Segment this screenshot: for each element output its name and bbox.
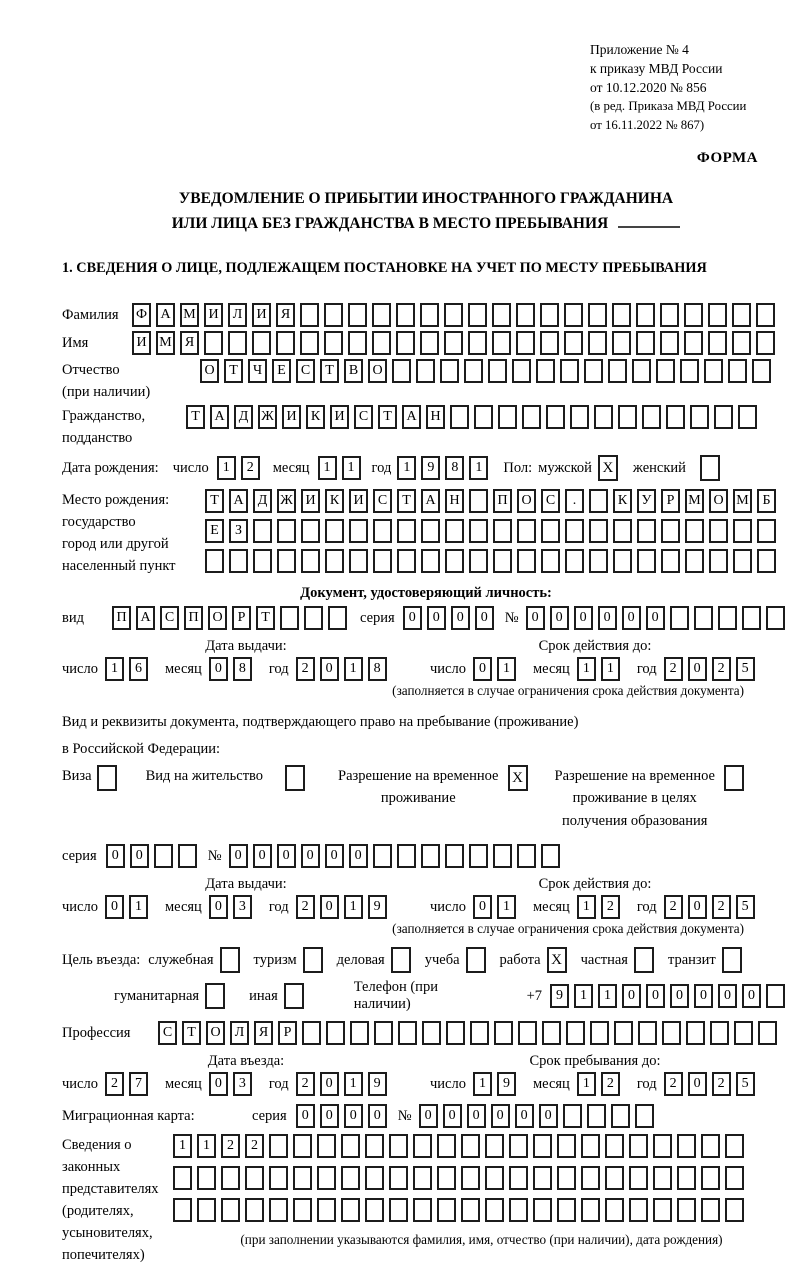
purpose-transit-checkbox[interactable] [722,947,747,973]
permit-series-field[interactable]: 0 0 [106,844,202,868]
doc-issue-year[interactable]: 2 0 1 8 [296,657,392,681]
stay-year-label: год [636,1076,657,1093]
stay-month-field[interactable]: 1 2 [577,1072,625,1096]
purpose-label: Цель въезда: [62,951,141,968]
permit-issue-year-label: год [268,899,289,916]
sex-female-checkbox[interactable] [700,455,725,481]
appendix-block [590,40,768,134]
permit-validity-header: Срок действия до: [538,876,652,893]
temp-residence-edu-label: Разрешение на временное проживание в целях получения образования [554,768,715,829]
residence-permit-label: Вид на жительство [145,768,264,784]
entry-date-header: Дата въезда: [207,1053,285,1070]
entry-day-field[interactable]: 2 7 [105,1072,153,1096]
birth-place-label: Место рождения: государство город или другой населенный пункт [62,492,176,575]
profession-label: Профессия [62,1025,131,1042]
purpose-study: учеба [425,947,491,973]
residence-doc-intro1: Вид и реквизиты документа, подтверждающего право на пребывание (проживание) [62,714,579,731]
amendment-line: от 16.11.2022 № 867) [590,117,705,132]
birth-year-field[interactable]: 1 9 8 1 [397,456,493,480]
stay-day-field[interactable]: 1 9 [473,1072,521,1096]
purpose-business-checkbox[interactable] [391,947,416,973]
stay-month-label: месяц [532,1076,570,1093]
permit-valid-day[interactable]: 0 1 [473,895,521,919]
purpose-official: служебная [148,947,244,973]
purpose-other-checkbox[interactable] [284,983,309,1009]
purpose-private-checkbox[interactable] [634,947,659,973]
permit-validity-note: (заполняется в случае ограничения срока действия документа) [392,921,744,937]
sex-male-checkbox[interactable]: X [598,455,623,481]
issue-year-label: год [268,661,289,678]
doc-issue-header: Дата выдачи: [205,638,287,655]
representatives-row3[interactable] [173,1198,790,1222]
permit-valid-month[interactable]: 1 2 [577,895,625,919]
birth-month-field[interactable]: 1 1 [318,456,366,480]
permit-issue-header: Дата выдачи: [205,876,287,893]
purpose-other: иная [249,983,309,1009]
visa-label: Виза [62,768,92,784]
purpose-tourism: туризм [254,947,328,973]
form-title [62,187,790,237]
issue-month-label: месяц [164,661,202,678]
patronymic-field[interactable]: О Т Ч Е С Т В О [200,359,776,383]
purpose-tourism-checkbox[interactable] [303,947,328,973]
representatives-note: (при заполнении указываются фамилия, имя, отчество (при наличии), дата рождения) [240,1232,723,1248]
phone-field[interactable]: 9 1 1 0 0 0 0 0 0 [550,984,790,1008]
citizenship-field[interactable]: Т А Д Ж И К И С Т А Н [186,405,762,429]
temp-residence-option [338,765,532,810]
form-label: ФОРМА [696,149,758,166]
entry-month-label: месяц [164,1076,202,1093]
temp-residence-edu-option [555,765,749,832]
migration-number-label: № [397,1108,412,1125]
given-name-field[interactable]: И М Я [132,331,780,355]
valid-day-label: число [430,661,466,678]
entry-year-label: год [268,1076,289,1093]
visa-checkbox[interactable] [97,765,122,791]
form-title-line1: УВЕДОМЛЕНИЕ О ПРИБЫТИИ ИНОСТРАННОГО ГРАЖДАНИНА [178,189,674,207]
identity-doc-heading: Документ, удостоверяющий личность: [300,585,552,602]
temp-residence-label: Разрешение на временное проживание [338,768,499,807]
visa-option [62,765,122,791]
entry-day-label: число [62,1076,98,1093]
permit-number-label: № [207,848,222,865]
representatives-row2[interactable] [173,1166,790,1190]
migration-series-label: серия [252,1108,287,1125]
purpose-business: деловая [337,947,416,973]
permit-series-label: серия [62,848,97,865]
doc-valid-day[interactable]: 0 1 [473,657,521,681]
permit-issue-month-label: месяц [164,899,202,916]
valid-year-label: год [636,661,657,678]
entry-year-field[interactable]: 2 0 1 9 [296,1072,392,1096]
permit-number-field[interactable]: 0 0 0 0 0 0 [229,844,565,868]
permit-valid-year[interactable]: 2 0 2 5 [664,895,760,919]
surname-label: Фамилия [62,307,119,324]
amendment-line: (в ред. Приказа МВД России [590,99,747,114]
birth-place-row1[interactable]: Т А Д Ж И К И С Т А Н П О С . К У Р М О М Б [205,489,781,513]
doc-valid-year[interactable]: 2 0 2 5 [664,657,760,681]
birth-day-label: число [172,460,209,477]
doc-series-field[interactable]: 0 0 0 0 [403,606,499,630]
stay-year-field[interactable]: 2 0 2 5 [664,1072,760,1096]
purpose-work-checkbox[interactable]: X [547,947,572,973]
birth-month-label: месяц [272,460,310,477]
form-title-line2: ИЛИ ЛИЦА БЕЗ ГРАЖДАНСТВА В МЕСТО ПРЕБЫВАНИЯ [171,214,609,232]
entry-month-field[interactable]: 0 3 [209,1072,257,1096]
doc-issue-day[interactable]: 1 6 [105,657,153,681]
appendix-line: Приложение № 4 [590,42,689,57]
doc-validity-header: Срок действия до: [538,638,652,655]
permit-valid-day-label: число [430,899,466,916]
phone-label: Телефон (при наличии) [353,979,438,1013]
doc-valid-month[interactable]: 1 1 [577,657,625,681]
issue-day-label: число [62,661,98,678]
purpose-private: частная [581,947,659,973]
given-name-label: Имя [62,335,89,352]
stay-until-header: Срок пребывания до: [529,1053,661,1070]
permit-valid-year-label: год [636,899,657,916]
patronymic-label: Отчество (при наличии) [62,362,151,401]
birth-day-field[interactable]: 1 2 [217,456,265,480]
blank-underline [618,226,680,228]
purpose-official-checkbox[interactable] [220,947,245,973]
doc-kind-label: вид [62,610,84,627]
doc-number-label: № [504,610,519,627]
permit-issue-day-label: число [62,899,98,916]
residence-permit-option [146,765,310,791]
residence-doc-intro2: в Российской Федерации: [62,741,221,758]
temp-residence-edu-checkbox[interactable] [724,765,749,791]
profession-field[interactable]: С Т О Л Я Р [158,1021,782,1045]
birth-place-row2[interactable]: Е З [205,519,781,543]
migration-number-field[interactable]: 0 0 0 0 0 0 [419,1104,659,1128]
stay-day-label: число [430,1076,466,1093]
permit-issue-month[interactable]: 0 3 [209,895,257,919]
valid-month-label: месяц [532,661,570,678]
doc-issue-month[interactable]: 0 8 [209,657,257,681]
permit-issue-year[interactable]: 2 0 1 9 [296,895,392,919]
purpose-study-checkbox[interactable] [466,947,491,973]
residence-permit-checkbox[interactable] [285,765,310,791]
sex-female-label: женский [632,460,686,477]
doc-kind-field[interactable]: П А С П О Р Т [112,606,352,630]
temp-residence-checkbox[interactable]: X [508,765,533,791]
permit-issue-day[interactable]: 0 1 [105,895,153,919]
appendix-line: от 10.12.2020 № 856 [590,80,707,96]
sex-male-label: мужской [538,460,592,477]
birth-place-row3[interactable] [205,549,781,573]
doc-series-label: серия [360,610,395,627]
birth-year-label: год [371,460,392,477]
migration-series-field[interactable]: 0 0 0 0 [296,1104,392,1128]
purpose-work: работа X [500,947,572,973]
citizenship-label: Гражданство, подданство [62,408,146,447]
migration-card-label: Миграционная карта: [62,1108,195,1125]
section1-heading: 1. СВЕДЕНИЯ О ЛИЦЕ, ПОДЛЕЖАЩЕМ ПОСТАНОВКЕ НА УЧЕТ ПО МЕСТУ ПРЕБЫВАНИЯ [62,260,707,277]
validity-note: (заполняется в случае ограничения срока действия документа) [392,683,744,699]
birth-date-label: Дата рождения: [62,460,159,477]
surname-field[interactable]: Ф А М И Л И Я [132,303,780,327]
representatives-label: Сведения о законных представителях (родителях, усыновителях, попечителях) [62,1137,159,1264]
sex-label: Пол: [503,460,533,477]
representatives-row1[interactable]: 1 1 2 2 [173,1134,790,1158]
appendix-line: к приказу МВД России [590,61,723,77]
permit-valid-month-label: месяц [532,899,570,916]
phone-prefix: +7 [526,987,542,1004]
purpose-transit: транзит [668,947,747,973]
purpose-humanitarian: гуманитарная [114,983,230,1009]
purpose-humanitarian-checkbox[interactable] [205,983,230,1009]
doc-number-field[interactable]: 0 0 0 0 0 0 [526,606,790,630]
